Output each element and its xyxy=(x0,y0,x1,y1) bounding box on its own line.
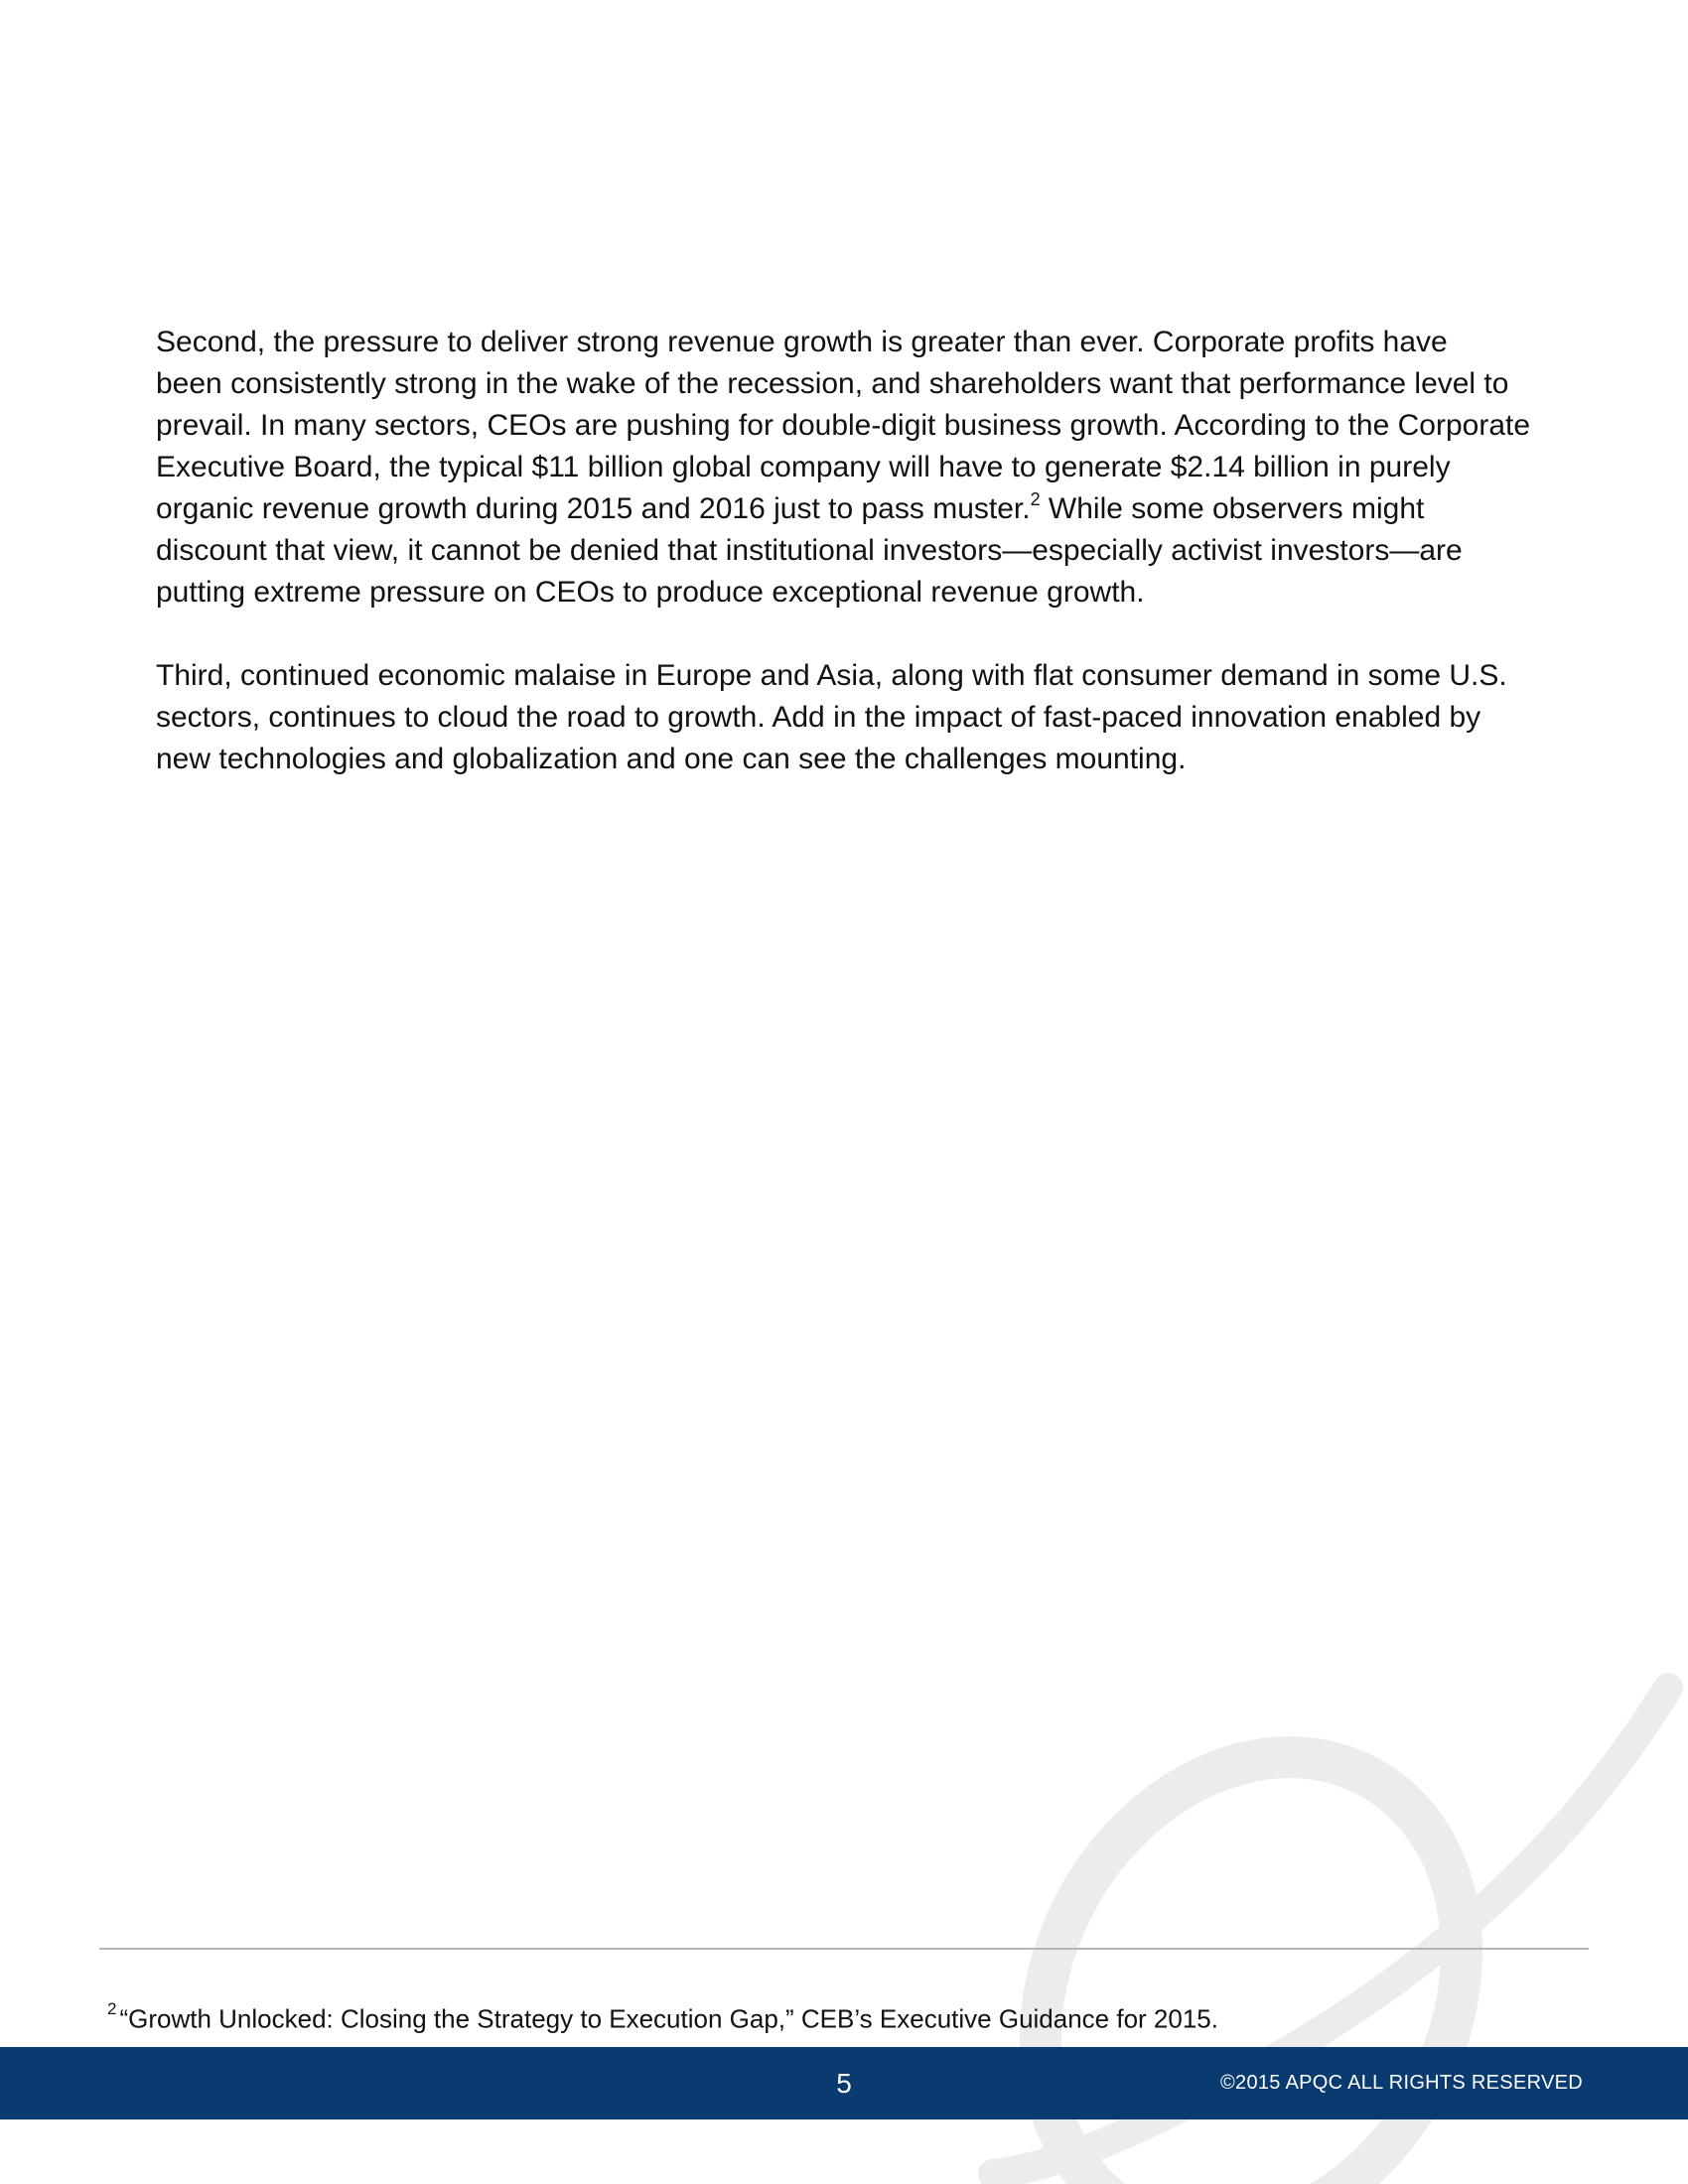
text-line: sectors, continues to cloud the road to growth. Add in the impact of fast-paced innovation enabled by xyxy=(156,701,1481,734)
footnote xyxy=(107,1997,1218,2035)
text-line: Second, the pressure to deliver strong revenue growth is greater than ever. Corporate profits have xyxy=(156,326,1448,358)
text-line: putting extreme pressure on CEOs to produce exceptional revenue growth. xyxy=(156,576,1145,609)
body-text xyxy=(156,322,1586,822)
text-line: Executive Board, the typical $11 billion global company will have to generate $2.14 billion in purely xyxy=(156,451,1451,483)
text-line: discount that view, it cannot be denied that institutional investors—especially activist investors—are xyxy=(156,534,1463,567)
footnote-text: “Growth Unlocked: Closing the Strategy to Execution Gap,” CEB’s Executive Guidance for 2015. xyxy=(119,2003,1218,2034)
text-line-with-footnote xyxy=(156,488,1586,530)
text-line: been consistently strong in the wake of the recession, and shareholders want that performance level to xyxy=(156,367,1509,400)
text-line: Third, continued economic malaise in Europe and Asia, along with flat consumer demand in some U.S. xyxy=(156,659,1507,692)
paragraph-economic-malaise xyxy=(156,655,1586,780)
footnote-divider xyxy=(99,1948,1589,1950)
text-line: organic revenue growth during 2015 and 2016 just to pass muster. xyxy=(156,492,1031,525)
footnote-reference[interactable]: 2 xyxy=(1030,489,1041,509)
page-number: 5 xyxy=(836,2068,852,2099)
copyright-notice: ©2015 APQC ALL RIGHTS RESERVED xyxy=(1220,2072,1583,2094)
text-line-tail: While some observers might xyxy=(1040,492,1425,525)
footer-bar xyxy=(0,2047,1688,2119)
text-line: new technologies and globalization and one can see the challenges mounting. xyxy=(156,743,1187,775)
footnote-number: 2 xyxy=(107,1999,117,2018)
text-line: prevail. In many sectors, CEOs are pushing for double-digit business growth. According to the Corporate xyxy=(156,409,1531,442)
paragraph-revenue-pressure xyxy=(156,322,1586,614)
